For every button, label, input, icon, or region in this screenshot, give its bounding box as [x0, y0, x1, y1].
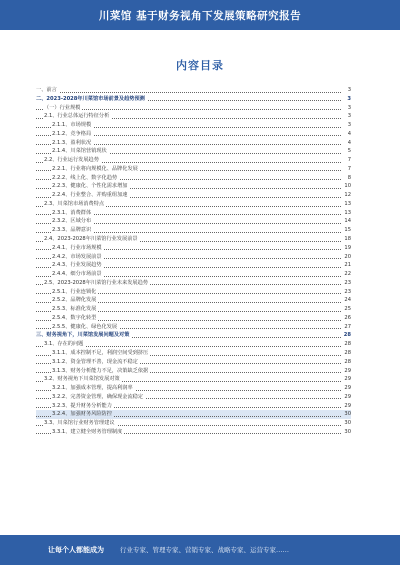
toc-entry-title: 2.2、行业运行发展趋势 [44, 157, 99, 164]
toc-entry-title: 3.1.2、资金管理不善，现金流不稳定 [52, 358, 138, 365]
toc-page-number: 28 [344, 349, 351, 356]
toc-entry[interactable] [36, 410, 351, 419]
toc-entry-title: 2.1、行业总体运行特征分析 [44, 113, 110, 120]
toc-page-number: 7 [347, 165, 351, 172]
toc-entry-title: 3.2.1、加强成本管理，提高利润率 [52, 385, 133, 392]
header-bar [0, 0, 400, 30]
toc-page-number: 3 [347, 87, 351, 93]
toc-entry[interactable] [36, 393, 351, 402]
toc-page-number: 12 [344, 192, 351, 199]
toc-entry[interactable] [36, 147, 351, 156]
toc-page-number: 21 [344, 262, 351, 269]
toc-entry[interactable] [36, 305, 351, 314]
footer-expert-list: 行业专家、管理专家、营销专家、战略专家、运营专家…… [120, 546, 289, 554]
toc-page-number: 29 [344, 402, 351, 409]
table-of-contents [36, 86, 351, 437]
toc-page-number: 30 [344, 428, 351, 435]
toc-page-number: 13 [344, 209, 351, 216]
toc-entry[interactable] [36, 375, 351, 384]
toc-page-number: 29 [344, 367, 351, 374]
toc-entry[interactable] [36, 130, 351, 139]
toc-page-number: 15 [344, 227, 351, 234]
toc-entry-title: 2.2.3、健康化、个性化需求增加 [52, 183, 128, 190]
toc-entry-title: 一、前言 [36, 87, 57, 93]
toc-entry[interactable] [36, 253, 351, 262]
toc-entry-title: 2.5.1、行业连锁化 [52, 288, 97, 295]
toc-entry[interactable] [36, 191, 351, 200]
toc-page-number: 29 [344, 385, 351, 392]
toc-entry-title: 3.2、财务视角下川菜馆发展对策 [44, 376, 120, 383]
toc-entry[interactable] [36, 174, 351, 183]
toc-page-number: 28 [344, 341, 351, 348]
toc-page-number: 25 [344, 306, 351, 313]
toc-entry-title: 2.3.3、品牌意识 [52, 227, 92, 234]
toc-entry-title: 2.5.3、标准化发展 [52, 306, 97, 313]
toc-entry[interactable] [36, 156, 351, 165]
toc-entry[interactable] [36, 384, 351, 393]
toc-entry-title: 3.2.2、完善资金管理，确保现金流稳定 [52, 393, 144, 400]
toc-page-number: 4 [347, 139, 351, 146]
toc-entry[interactable] [36, 86, 351, 95]
toc-entry[interactable] [36, 235, 351, 244]
toc-entry-title: 2.3.2、区域分布 [52, 218, 92, 225]
toc-entry[interactable] [36, 428, 351, 437]
toc-entry-title: 3.2.4、加强财务风险防控 [52, 411, 112, 418]
toc-page-number: 3 [347, 104, 351, 111]
toc-page-number: 3 [347, 113, 351, 120]
toc-page-number: 7 [347, 157, 351, 164]
toc-page-number: 20 [344, 253, 351, 260]
toc-entry[interactable] [36, 165, 351, 174]
footer-slogan: 让每个人都能成为 [48, 546, 104, 554]
toc-entry[interactable] [36, 331, 351, 340]
toc-page-number: 23 [344, 288, 351, 295]
toc-entry-title: 2.4.1、行业市场规模 [52, 244, 102, 251]
toc-page-number: 8 [347, 174, 351, 181]
toc-entry-title: 2.4.2、市场发展前景 [52, 253, 102, 260]
toc-entry-title: 2.5、2023-2028年川菜馆行业未来发展趋势 [44, 279, 148, 286]
toc-entry-title: 2.4、2023-2028年川菜馆行业发展前景 [44, 236, 138, 243]
toc-page-number: 29 [344, 393, 351, 400]
toc-entry-title: 二、2023-2028年川菜馆市场前景及趋势预测 [36, 95, 145, 102]
toc-entry-title: 2.3、川菜馆市场消费特点 [44, 200, 105, 207]
toc-entry[interactable] [36, 349, 351, 358]
toc-entry[interactable] [36, 261, 351, 270]
toc-entry-title: 3.1.3、财务分析能力不足，决策缺乏依据 [52, 367, 149, 374]
toc-entry[interactable] [36, 209, 351, 218]
toc-entry-title: 3.3.1、建立健全财务管理制度 [52, 428, 123, 435]
toc-entry-title: 2.1.1、市场规模 [52, 122, 92, 129]
toc-entry[interactable] [36, 112, 351, 121]
toc-entry-title: 2.5.2、品牌化发展 [52, 297, 97, 304]
toc-page-number: 28 [343, 332, 351, 339]
toc-page-number: 18 [344, 236, 351, 243]
toc-entry[interactable] [36, 95, 351, 104]
toc-page-number: 4 [347, 130, 351, 137]
toc-entry[interactable] [36, 358, 351, 367]
toc-entry-title: 2.2.4、行业整合、并购重组加速 [52, 192, 128, 199]
toc-entry[interactable] [36, 314, 351, 323]
toc-page-number: 5 [347, 148, 351, 155]
toc-entry[interactable] [36, 104, 351, 113]
toc-page-number: 27 [344, 323, 351, 330]
toc-entry[interactable] [36, 244, 351, 253]
toc-entry[interactable] [36, 288, 351, 297]
toc-page-number: 3 [347, 122, 351, 129]
toc-entry-title: 2.5.4、数字化转型 [52, 314, 97, 321]
toc-heading: 内容目录 [176, 59, 224, 72]
toc-entry-title: 2.2.2、线上化、数字化趋势 [52, 174, 118, 181]
toc-entry-title: 2.1.4、川菜馆营销现状 [52, 148, 107, 155]
footer-bar [0, 535, 400, 565]
toc-page-number: 19 [344, 244, 351, 251]
toc-entry[interactable] [36, 296, 351, 305]
toc-entry-title: 2.4.4、细分市场前景 [52, 271, 102, 278]
toc-entry-title: 三、财务视角下，川菜馆发展问题及对策 [36, 332, 130, 339]
toc-entry[interactable] [36, 200, 351, 209]
toc-page-number: 14 [344, 218, 351, 225]
toc-page-number: 29 [344, 376, 351, 383]
toc-page-number: 22 [344, 271, 351, 278]
toc-entry[interactable] [36, 367, 351, 376]
toc-page-number: 24 [344, 297, 351, 304]
toc-page-number: 23 [344, 279, 351, 286]
toc-entry[interactable] [36, 279, 351, 288]
toc-page-number: 28 [344, 358, 351, 365]
toc-entry[interactable] [36, 340, 351, 349]
toc-entry-title: 2.1.2、竞争格局 [52, 130, 92, 137]
toc-entry[interactable] [36, 270, 351, 279]
toc-entry[interactable] [36, 139, 351, 148]
toc-entry[interactable] [36, 402, 351, 411]
toc-entry-title: 2.5.5、健康化、绿色化发展 [52, 323, 118, 330]
toc-page-number: 10 [344, 183, 351, 190]
toc-entry-title: 2.1.3、盈利状况 [52, 139, 92, 146]
toc-entry-title: 3.3、川菜馆行业财务管理建议 [44, 420, 115, 427]
toc-entry[interactable] [36, 121, 351, 130]
dot-leader [36, 92, 341, 93]
toc-page-number: 30 [344, 420, 351, 427]
toc-page-number: 30 [344, 411, 351, 418]
toc-entry-title: 3.1.1、成本控制不足，利润空间受到挤压 [52, 349, 149, 356]
toc-entry[interactable] [36, 226, 351, 235]
toc-entry[interactable] [36, 323, 351, 332]
report-title: 川菜馆 基于财务视角下发展策略研究报告 [98, 10, 302, 22]
toc-page-number: 26 [344, 314, 351, 321]
toc-page-number: 13 [344, 200, 351, 207]
toc-entry-title: 3.1、存在的问题 [44, 341, 84, 348]
toc-page-number: 3 [347, 95, 351, 102]
toc-entry-title: 2.4.3、行业发展趋势 [52, 262, 102, 269]
toc-entry[interactable] [36, 217, 351, 226]
toc-entry-title: 3.2.3、提升财务分析能力 [52, 402, 112, 409]
toc-entry-title: 2.2.1、行业将向规模化、品牌化发展 [52, 165, 138, 172]
toc-entry-title: 2.3.1、消费群体 [52, 209, 92, 216]
toc-entry[interactable] [36, 182, 351, 191]
toc-entry-title: （一）行业规模 [44, 104, 81, 111]
toc-entry[interactable] [36, 419, 351, 428]
